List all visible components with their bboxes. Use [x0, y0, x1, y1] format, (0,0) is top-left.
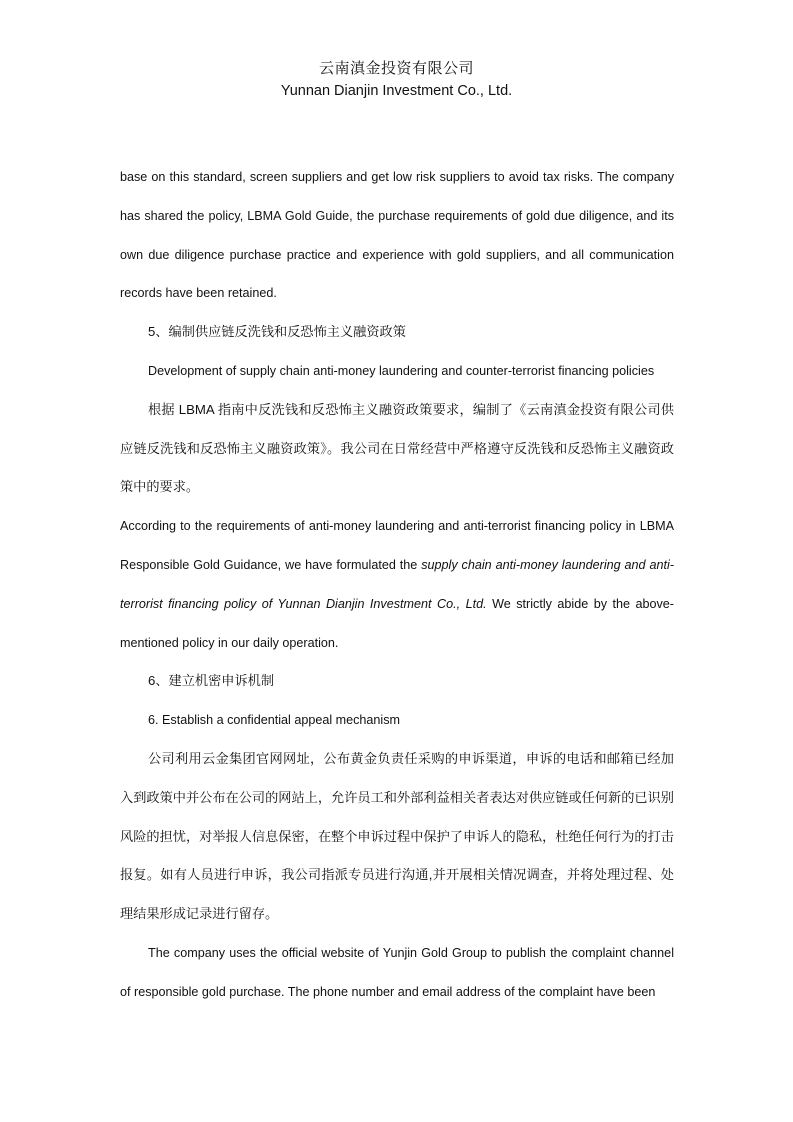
paragraph-appeal-mechanism-cn: 公司利用云金集团官网网址，公布黄金负责任采购的申诉渠道，申诉的电话和邮箱已经加入到政策中并公布在公司的网站上，允许员工和外部利益相关者表达对供应链或任何新的已识别风险的担忧，对举报人信息保密，在整个申诉过程中保护了申诉人的隐私，杜绝任何行为的打击报复。如有人员进行申诉，我公司指派专员进行沟通,并开展相关情况调查，并将处理过程、处理结果形成记录进行留存。 — [120, 750, 674, 922]
paragraph-aml-policy-en — [120, 507, 674, 662]
document-body — [120, 158, 674, 1012]
paragraph-aml-policy-cn: 根据 LBMA 指南中反洗钱和反恐怖主义融资政策要求，编制了《云南滇金投资有限公司供应链反洗钱和反恐怖主义融资政策》。我公司在日常经营中严格遵守反洗钱和反恐怖主义融资政策中的要求。 — [120, 401, 674, 495]
section-5-heading-en: Development of supply chain anti-money laundering and counter-terrorist financing policies — [148, 363, 655, 378]
aml-policy-en-title: supply chain anti-money laundering and anti-terrorist financing policy of Yunnan Dianjin Investment Co., Ltd. — [120, 557, 674, 611]
paragraph-appeal-mechanism-en: The company uses the official website of Yunjin Gold Group to publish the complaint channel of responsible gold purchase. The phone number and email address of the complaint have been — [120, 945, 674, 999]
page-header — [0, 58, 793, 102]
aml-policy-en-part-2: We strictly abide by the above-mentioned policy in our daily operation. — [120, 596, 674, 650]
section-5-heading-cn: 5、编制供应链反洗钱和反恐怖主义融资政策 — [148, 324, 406, 340]
section-6-heading-cn: 6、建立机密申诉机制 — [148, 673, 275, 689]
section-6-heading-en: 6. Establish a confidential appeal mechanism — [148, 713, 401, 728]
company-name-en: Yunnan Dianjin Investment Co., Ltd. — [280, 83, 513, 99]
paragraph-supplier-screening: base on this standard, screen suppliers and get low risk suppliers to avoid tax risks. The company has shared the policy, LBMA Gold Guide, the purchase requirements of gold due diligence, and its own due diligence purchase practice and experience with gold suppliers, and all communication records have been retained. — [120, 170, 674, 301]
aml-policy-en-part-1: According to the requirements of anti-money laundering and anti-terrorist financing policy in LBMA Responsible Gold Guidance, we have formulated the — [120, 519, 674, 572]
company-name-cn: 云南滇金投资有限公司 — [318, 60, 474, 77]
